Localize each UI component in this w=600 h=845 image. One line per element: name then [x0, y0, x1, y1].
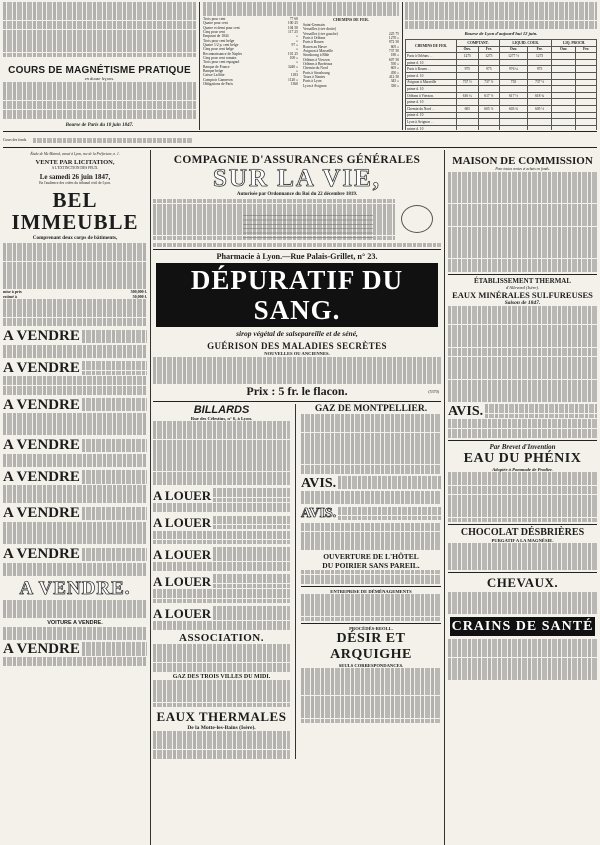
- crains-sante-banner: [450, 617, 595, 636]
- compagnie-title: COMPAGNIE D'ASSURANCES GÉNÉRALES: [173, 154, 421, 166]
- lyon-row: [406, 99, 597, 106]
- a-vendre-ad: [3, 547, 147, 576]
- fonds-name: Cinq pour cent: [203, 30, 225, 35]
- a-louer-heading: A LOUER: [153, 547, 212, 563]
- lyon-cell: 975: [527, 66, 551, 73]
- fonds-value: 77 60: [289, 17, 298, 21]
- bourse-paris-title: Bourse de Paris du 10 juin 1847.: [65, 123, 134, 128]
- lyon-cell: [527, 119, 551, 126]
- lyon-cell: [552, 119, 576, 126]
- lyon-cell: 975: [478, 66, 500, 73]
- lyon-row: [406, 72, 597, 79]
- chemin-value: 972 50: [388, 40, 399, 45]
- lyon-row-name: prime d. 10: [406, 112, 457, 119]
- lyon-cell: [478, 86, 500, 93]
- chemin-name: Saint-Germain: [303, 23, 325, 27]
- fonds-name: Quatre pour cent: [203, 21, 228, 26]
- chemin-name: Tours à Nantes: [303, 75, 326, 80]
- lyon-cell: [500, 59, 528, 66]
- gaz-trois-villes: GAZ DES TROIS VILLES DU MIDI.: [172, 673, 271, 680]
- lyon-cell: [527, 86, 551, 93]
- lyon-cell: [576, 53, 597, 60]
- lyon-row: [406, 119, 597, 126]
- lyon-cell: [576, 112, 597, 119]
- lyon-row-name: Avignon à Marseille: [406, 79, 457, 86]
- magnetisme-subtitle: en douze leçons.: [84, 76, 115, 81]
- lyon-col-header: LIQUID. COUR.: [500, 40, 552, 47]
- entreprise-title: ENTREPRISE DE DÉMÉNAGEMENTS: [330, 588, 412, 594]
- lyon-row: [406, 105, 597, 112]
- bourse-lyon-title: Bourse de Lyon d'aujourd'hui 12 juin.: [464, 31, 538, 36]
- lyon-cell: [478, 112, 500, 119]
- depuratif-title: DÉPURATIF DU SANG.: [190, 265, 404, 326]
- lyon-cell: [552, 66, 576, 73]
- chemin-name: Avignon à Marseille: [303, 49, 334, 54]
- chemin-value: 180 »: [390, 53, 399, 58]
- lyon-cell: [552, 105, 576, 112]
- lyon-row: [406, 59, 597, 66]
- chocolat-title: CHOCOLAT DÉSBRIÈRES: [460, 526, 585, 538]
- vente-licitation-sub: A L'EXTINCTION DES FEUX.: [51, 166, 99, 171]
- lyon-subcol-header: Ouv.: [500, 46, 528, 53]
- fonds-value: 117 25: [287, 30, 298, 35]
- bel-immeuble-sub: Comprenant deux corps de bâtiments,: [32, 235, 118, 242]
- mise-a-prix-2: 50,000 f.: [132, 294, 147, 299]
- vente-audience: En l'audience des criées du tribunal civil de Lyon.: [39, 180, 111, 185]
- lyon-cell: [576, 72, 597, 79]
- bourse-lyon-table: [405, 39, 597, 130]
- lyon-cell: 603 ¾: [500, 105, 528, 112]
- chevaux-title: CHEVAUX.: [486, 575, 559, 591]
- lyon-row-name: prime d. 10: [406, 125, 457, 130]
- lyon-subcol-header: Fer.: [576, 46, 597, 53]
- lyon-cell: [552, 72, 576, 79]
- column-2a: [153, 404, 290, 759]
- chemin-name: Versailles (rive gauche): [303, 31, 338, 36]
- a-louer-ad: [153, 606, 290, 630]
- a-vendre-ad: [3, 361, 147, 394]
- chemins-fer-heading: CHEMINS DE FER.: [333, 17, 369, 22]
- desir-sub: SEULS CORRESPONDANCES.: [338, 662, 404, 668]
- lyon-cell: [500, 72, 528, 79]
- lyon-cell: [478, 119, 500, 126]
- chemin-name: Paris à Rouen: [303, 40, 324, 45]
- lyon-cell: [527, 72, 551, 79]
- lyon-subcol-header: Fer.: [478, 46, 500, 53]
- a-vendre-heading: A VENDRE: [3, 396, 80, 413]
- etablissement-sub: d'Allevard (Isère).: [505, 285, 540, 291]
- lyon-cell: [552, 53, 576, 60]
- lyon-row: [406, 53, 597, 60]
- bourse-lyon: [405, 2, 597, 130]
- lyon-cell: [500, 112, 528, 119]
- fonds-value: 101 25: [287, 51, 298, 56]
- etude-line: Étude de Me Matrod, avoué à Lyon, rue de la Préfecture, n. 1.: [30, 152, 120, 156]
- maison-sub: Pour toutes ventes et achats en fonds.: [495, 167, 550, 171]
- fonds-value: 104 50: [287, 25, 298, 30]
- lyon-cell: 737 ½: [478, 79, 500, 86]
- fonds-value: »: [296, 38, 298, 43]
- a-vendre-ad: [3, 506, 147, 544]
- chemin-value: 330 »: [390, 83, 399, 88]
- a-louer-heading: A LOUER: [153, 488, 212, 504]
- lyon-cell: [500, 119, 528, 126]
- column-4: [448, 150, 597, 845]
- lyon-cell: 976 ¼: [500, 66, 528, 73]
- lyon-cell: [500, 86, 528, 93]
- lyon-cell: [500, 125, 528, 130]
- a-vendre-ad: [3, 398, 147, 436]
- lyon-cell: 605 ½: [527, 105, 551, 112]
- nouvelles-line: NOUVELLES OU ANCIENNES.: [264, 351, 330, 357]
- lyon-row-name: Orléans à Vierzon.: [406, 92, 457, 99]
- prix-ref: (5370): [428, 389, 439, 395]
- lyon-cell: [457, 112, 479, 119]
- gaz-montpellier-title: GAZ DE MONTPELLIER.: [314, 404, 428, 415]
- pharmacie-header: Pharmacie à Lyon.—Rue Palais-Grillet, n° 23.: [216, 252, 378, 262]
- lyon-cell: [552, 59, 576, 66]
- fonds-name: Trois pour cent espagnol: [203, 60, 240, 65]
- lyon-cell: [552, 125, 576, 130]
- lyon-cell: [552, 99, 576, 106]
- chemin-name: Orléans à Bordeaux: [303, 62, 333, 67]
- fonds-name: Emprunt de 1844: [203, 34, 229, 39]
- lyon-cell: 737 ½: [527, 79, 551, 86]
- lyon-cell: 975: [457, 66, 479, 73]
- prix-line: Prix : 5 fr. le flacon.: [246, 384, 348, 399]
- lyon-row-name: Lyon à Avignon . .: [406, 119, 457, 126]
- lyon-cell: [527, 99, 551, 106]
- brevet-title: Par Brevet d'Invention: [489, 442, 556, 451]
- eaux-thermales-title: EAUX THERMALES: [156, 709, 287, 725]
- fonds-name: Cinq pour cent romain: [203, 56, 237, 61]
- avis-2: AVIS.: [301, 506, 337, 522]
- avis-1: AVIS.: [301, 475, 337, 491]
- lyon-cell: [527, 125, 551, 130]
- lyon-subcol-header: Ouv.: [457, 46, 479, 53]
- avis-col4: AVIS.: [448, 404, 484, 420]
- lyon-cell: 617 ½: [500, 92, 528, 99]
- lyon-row: [406, 86, 597, 93]
- lyon-cell: [576, 99, 597, 106]
- fonds-name: Cinq pour cent belge: [203, 47, 234, 52]
- lyon-cell: 735: [500, 79, 528, 86]
- lyon-cell: [552, 79, 576, 86]
- lyon-cell: [576, 105, 597, 112]
- a-louer-ad: [153, 515, 290, 544]
- fonds-name: Trois pour cent belge: [203, 38, 235, 43]
- fonds-value: »: [296, 47, 298, 52]
- cours-fonds-label: Cours des fonds.: [3, 138, 28, 142]
- association-title: ASSOCIATION.: [179, 632, 264, 645]
- billards-title: BILLARDS: [193, 404, 250, 417]
- chocolat-sub: PURGATIF A LA MAGNÉSIE.: [491, 537, 554, 543]
- col2-louer-ads: [153, 488, 290, 630]
- lyon-row: [406, 112, 597, 119]
- fonds-value: 97 »: [291, 43, 298, 48]
- chemin-value: 345 »: [390, 79, 399, 84]
- bourse-paris-table: [203, 2, 399, 130]
- lyon-cell: 617 ½: [478, 92, 500, 99]
- billards-sub: Rue des Célestins, n° 6, à Lyon.: [190, 416, 253, 422]
- lyon-cell: 605 ½: [478, 105, 500, 112]
- lyon-cell: 737 ½: [457, 79, 479, 86]
- lyon-row-name: Chemin du Nord . .: [406, 105, 457, 112]
- column-3: [301, 404, 441, 759]
- chemin-name: Paris à Lyon: [303, 79, 322, 84]
- lyon-cell: [478, 99, 500, 106]
- fonds-value: »: [296, 34, 298, 39]
- fonds-value: 1183: [290, 73, 298, 78]
- fonds-value: »: [296, 60, 298, 65]
- a-louer-heading: A LOUER: [153, 574, 212, 590]
- a-vendre-ad: [3, 470, 147, 503]
- sur-la-vie-title: SUR LA VIE,: [212, 165, 382, 192]
- a-vendre-ad: [3, 329, 147, 358]
- fonds-name: Banque belge: [203, 69, 224, 74]
- col1-ads: [3, 329, 147, 576]
- fonds-name: Quatre 1/2 p. cent belge: [203, 43, 239, 48]
- ouverture-title: OUVERTURE DE L'HÔTEL: [323, 551, 419, 561]
- eaux-thermales-sub: De la Motte-les-Bains (Isère).: [187, 725, 256, 732]
- lyon-cell: [576, 79, 597, 86]
- fonds-name: Banque de France: [203, 64, 230, 69]
- lyon-row-name: prime d. 10: [406, 72, 457, 79]
- maison-commission-title: MAISON DE COMMISSION: [452, 155, 593, 167]
- newspaper-page: [3, 0, 597, 845]
- fonds-row: [203, 82, 298, 86]
- lyon-row-name: prime d. 10: [406, 86, 457, 93]
- chemin-name: Versailles (rive droite): [303, 27, 336, 32]
- lyon-cell: [552, 92, 576, 99]
- a-vendre-big: A VENDRE.: [19, 578, 131, 600]
- saison-line: Saison de 1847.: [504, 300, 541, 307]
- fonds-value: 1120 »: [287, 77, 298, 82]
- paris-fonds-list: [203, 17, 298, 87]
- chemin-name: Strasbourg à Bâle: [303, 53, 330, 58]
- poirier-title: DU POIRIER SANS PAREIL.: [322, 560, 420, 570]
- lyon-cell: [457, 86, 479, 93]
- etablissement-title: ÉTABLISSEMENT THERMAL: [473, 277, 572, 286]
- fonds-value: 3240 »: [287, 64, 298, 69]
- lyon-col-header: COMPTANT.: [457, 40, 500, 47]
- lyon-cell: [552, 112, 576, 119]
- lyon-cell: [576, 66, 597, 73]
- company-seal: [401, 205, 433, 233]
- fonds-value: 100 25: [287, 21, 298, 26]
- lyon-chemins-header: CHEMINS DE FER.: [406, 40, 457, 53]
- lyon-cell: [457, 99, 479, 106]
- chemin-value: 737 50: [388, 49, 399, 54]
- lyon-row-name: prime d. 10: [406, 59, 457, 66]
- lyon-cell: [457, 72, 479, 79]
- a-vendre-heading: A VENDRE: [3, 505, 80, 522]
- fonds-name: Obligations de Paris: [203, 82, 233, 87]
- a-louer-heading: A LOUER: [153, 605, 212, 621]
- chemin-value: 1270 »: [388, 36, 399, 41]
- vente-licitation: VENTE PAR LICITATION,: [35, 159, 115, 167]
- chemin-value: 412 50: [388, 75, 399, 80]
- chemin-name: Orléans à Vierzon: [303, 57, 330, 62]
- lyon-cell: 1277 ½: [500, 53, 528, 60]
- lyon-cell: 1275: [457, 53, 479, 60]
- lyon-cell: [478, 125, 500, 130]
- lyon-cell: [457, 125, 479, 130]
- lyon-row: [406, 125, 597, 130]
- fonds-name: Reconnaissance de Naples: [203, 51, 243, 56]
- lyon-subcol-header: Fer.: [527, 46, 551, 53]
- a-vendre-heading: A VENDRE: [3, 437, 80, 454]
- depuratif-banner: [156, 263, 438, 327]
- lyon-cell: [478, 72, 500, 79]
- lyon-cell: [552, 86, 576, 93]
- lyon-row: [406, 92, 597, 99]
- lyon-cell: 618 ¾: [527, 92, 551, 99]
- lyon-row-name: prime d. 10: [406, 99, 457, 106]
- a-vendre-heading: A VENDRE: [3, 360, 80, 377]
- lyon-row-name: Paris à Orléans . .: [406, 53, 457, 60]
- lyon-cell: [576, 119, 597, 126]
- a-vendre-heading: A VENDRE: [3, 546, 80, 563]
- chemin-name: Paris à Orléans: [303, 36, 326, 41]
- a-louer-heading: A LOUER: [153, 515, 212, 531]
- lyon-cell: [457, 119, 479, 126]
- procedes-title: PROCÉDÉS-REOLL.: [349, 625, 393, 631]
- lyon-cell: [576, 125, 597, 130]
- lyon-row: [406, 79, 597, 86]
- lyon-cell: 605: [457, 105, 479, 112]
- lyon-cell: 1275: [527, 53, 551, 60]
- a-louer-ad: [153, 488, 290, 512]
- chemin-row: [303, 84, 399, 88]
- top-left-column: [3, 2, 196, 132]
- lyon-cell: [527, 112, 551, 119]
- vente-date: Le samedi 26 juin 1847,: [39, 172, 111, 181]
- lyon-cell: [500, 99, 528, 106]
- magnetisme-title: COURS DE MAGNÉTISME PRATIQUE: [8, 65, 191, 76]
- eau-phenix-sub: Adoptée à Pommade de Pradier.: [492, 466, 553, 472]
- a-louer-ad: [153, 574, 290, 603]
- lyon-cell: 616 ¼: [457, 92, 479, 99]
- lyon-cell: [457, 59, 479, 66]
- a-vendre-heading: A VENDRE: [3, 469, 80, 486]
- paris-chemins-list: [303, 23, 399, 88]
- lyon-row: [406, 66, 597, 73]
- crains-sante-title: CRAINS DE SANTÉ: [451, 619, 594, 635]
- fonds-name: Quatre et demi pour cent: [203, 25, 240, 30]
- chemin-value: 605 »: [390, 44, 399, 49]
- chemin-value: 605 »: [390, 66, 399, 71]
- lyon-cell: [478, 59, 500, 66]
- eau-phenix-title: EAU DU PHÉNIX: [463, 450, 582, 466]
- chemin-name: Chemin du Nord: [303, 66, 328, 71]
- lyon-cell: 1275: [478, 53, 500, 60]
- chemin-value: 450 »: [390, 70, 399, 75]
- autorisee-line: Autorisée par Ordonnance du Roi du 22 décembre 1819.: [236, 192, 358, 197]
- a-vendre-ad: [3, 438, 147, 467]
- lyon-cell: [576, 59, 597, 66]
- a-louer-ad: [153, 547, 290, 571]
- chemin-name: Paris à Strasbourg: [303, 70, 330, 75]
- column-2: [153, 150, 441, 845]
- lyon-row-name: Paris à Rouen . .: [406, 66, 457, 73]
- lyon-cell: [576, 92, 597, 99]
- fonds-value: »: [296, 69, 298, 74]
- lyon-cell: [527, 59, 551, 66]
- fonds-name: Caisse Laffitte: [203, 73, 225, 78]
- lyon-subcol-header: Ouv.: [552, 46, 576, 53]
- lyon-col-header: LIQ. PROCH.: [552, 40, 597, 47]
- voiture-a-vendre: VOITURE A VENDRE.: [47, 620, 103, 627]
- fonds-value: 100 »: [289, 56, 298, 61]
- guerison-title: GUÉRISON DES MALADIES SECRÈTES: [207, 341, 387, 352]
- mise-a-prix-1: 500,000 f.: [130, 289, 147, 294]
- chemin-value: 607 50: [388, 57, 399, 62]
- bel-immeuble-title: BEL IMMEUBLE: [11, 188, 139, 235]
- a-vendre-heading: A VENDRE: [3, 328, 80, 345]
- a-vendre-last: A VENDRE: [3, 641, 80, 658]
- eaux-minerales-title: EAUX MINÉRALES SULFUREUSES: [452, 290, 593, 301]
- column-1: Étude de Me Matrod, avoué à Lyon, rue de la Préfecture, n. 1. VENTE PAR LICITATION, A L'EXTINCTION DES FEUX. Le samedi 26 juin 1847, En l'audience des criées du tribunal civil de Lyon. BEL IMMEUBLE Comprenant deux corps de bâtiments, mise à prix 500,000 f. estimé à 50,000 f. A VENDRE A VENDRE A VENDRE A VENDRE A VENDRE A VENDRE A VENDRE A VENDRE. VOITURE A VENDRE. A VENDRE: [3, 150, 147, 845]
- desir-title: DÉSIR ET ARQUIGHE: [330, 630, 412, 662]
- fonds-name: Trois pour cent: [203, 17, 226, 21]
- chemin-name: Rouen au Havre: [303, 44, 327, 49]
- fonds-name: Comptoir Ganneron: [203, 77, 233, 82]
- sirop-line: sirop végétal de salsepareille et de séné,: [236, 329, 358, 339]
- chemin-value: 225 75: [388, 31, 399, 36]
- chemin-name: Lyon à Avignon: [303, 83, 327, 88]
- lyon-cell: [576, 86, 597, 93]
- fonds-value: 1360: [290, 82, 298, 87]
- chemin-value: 550 »: [390, 62, 399, 67]
